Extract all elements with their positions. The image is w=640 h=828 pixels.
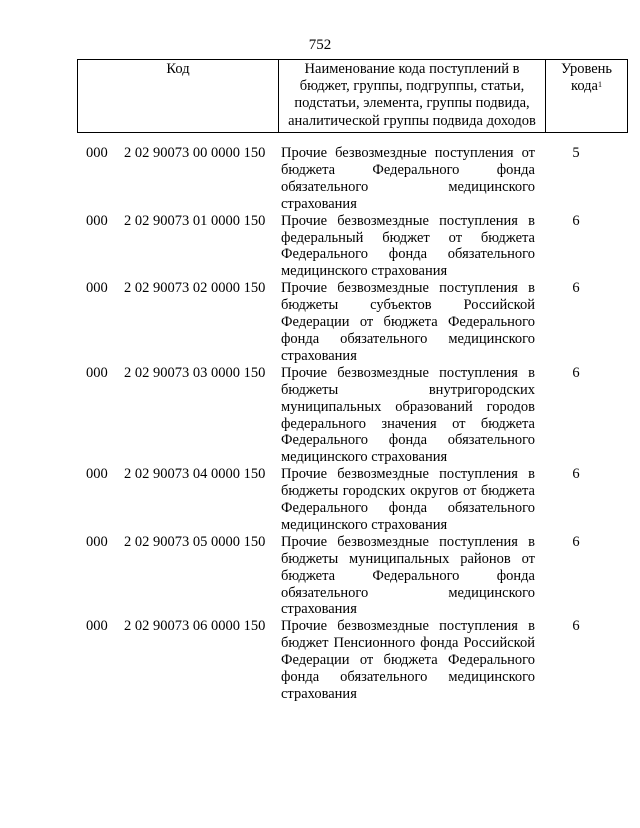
revenue-name: Прочие безвозмездные поступления в бюджеты внутригородских муниципальных образований городов федерального значения от бюджета Федерального фонда обязательного медицинского страхования: [281, 364, 535, 466]
revenue-name: Прочие безвозмездные поступления в федеральный бюджет от бюджета Федерального фонда обязательного медицинского страхования: [281, 212, 535, 280]
table-row: [0, 534, 640, 619]
admin-code: 000: [86, 466, 108, 483]
header-level-label: Уровень кода: [560, 61, 613, 95]
admin-code: 000: [86, 212, 108, 229]
table-row: [0, 213, 640, 281]
code-level: 5: [572, 145, 580, 161]
code-level: 6: [572, 280, 580, 297]
code-level: 6: [572, 618, 580, 635]
header-name: [279, 60, 546, 133]
page-number: 752: [308, 37, 332, 53]
admin-code: 000: [86, 618, 108, 635]
revenue-name: Прочие безвозмездные поступления в бюджеты муниципальных районов от бюджета Федерального фонда обязательного медицинского страхования: [281, 533, 535, 618]
table-row: [0, 618, 640, 703]
header-level: [546, 60, 628, 133]
header-name-label: Наименование кода поступлений в бюджет, группы, подгруппы, статьи, подстатьи, элемента, группы подвида, аналитической группы подвида доходов: [288, 61, 536, 129]
header-code-label: Код: [166, 61, 190, 77]
revenue-code: 2 02 90073 03 0000 150: [124, 364, 266, 381]
admin-code: 000: [86, 280, 108, 297]
code-level: 6: [572, 533, 580, 550]
revenue-code: 2 02 90073 01 0000 150: [124, 212, 266, 229]
revenue-name: Прочие безвозмездные поступления в бюджеты субъектов Российской Федерации от бюджета Федерального фонда обязательного медицинского страхования: [281, 280, 535, 364]
revenue-name: Прочие безвозмездные поступления в бюджеты городских округов от бюджета Федерального фонда обязательного медицинского страхования: [281, 466, 535, 533]
revenue-code: 2 02 90073 04 0000 150: [124, 466, 266, 483]
revenue-name: Прочие безвозмездные поступления в бюджет Пенсионного фонда Российской Федерации от бюджета Федерального фонда обязательного медицинского страхования: [281, 618, 535, 702]
code-level: 6: [572, 466, 580, 483]
code-level: 6: [572, 364, 580, 381]
table-body: [0, 145, 640, 703]
code-level: 6: [572, 212, 580, 229]
table-row: [0, 466, 640, 534]
admin-code: 000: [86, 533, 108, 550]
revenue-code: 2 02 90073 00 0000 150: [124, 145, 266, 161]
table-row: [0, 280, 640, 365]
revenue-name: Прочие безвозмездные поступления от бюджета Федерального фонда обязательного медицинского страхования: [281, 145, 535, 212]
revenue-code: 2 02 90073 02 0000 150: [124, 280, 266, 297]
admin-code: 000: [86, 145, 108, 161]
footnote-mark: 1: [597, 80, 602, 90]
header-code: [78, 60, 279, 133]
revenue-code: 2 02 90073 06 0000 150: [124, 618, 266, 635]
table-header: [77, 59, 628, 133]
revenue-code: 2 02 90073 05 0000 150: [124, 533, 266, 550]
table-row: [0, 365, 640, 466]
table-row: [0, 145, 640, 213]
admin-code: 000: [86, 364, 108, 381]
